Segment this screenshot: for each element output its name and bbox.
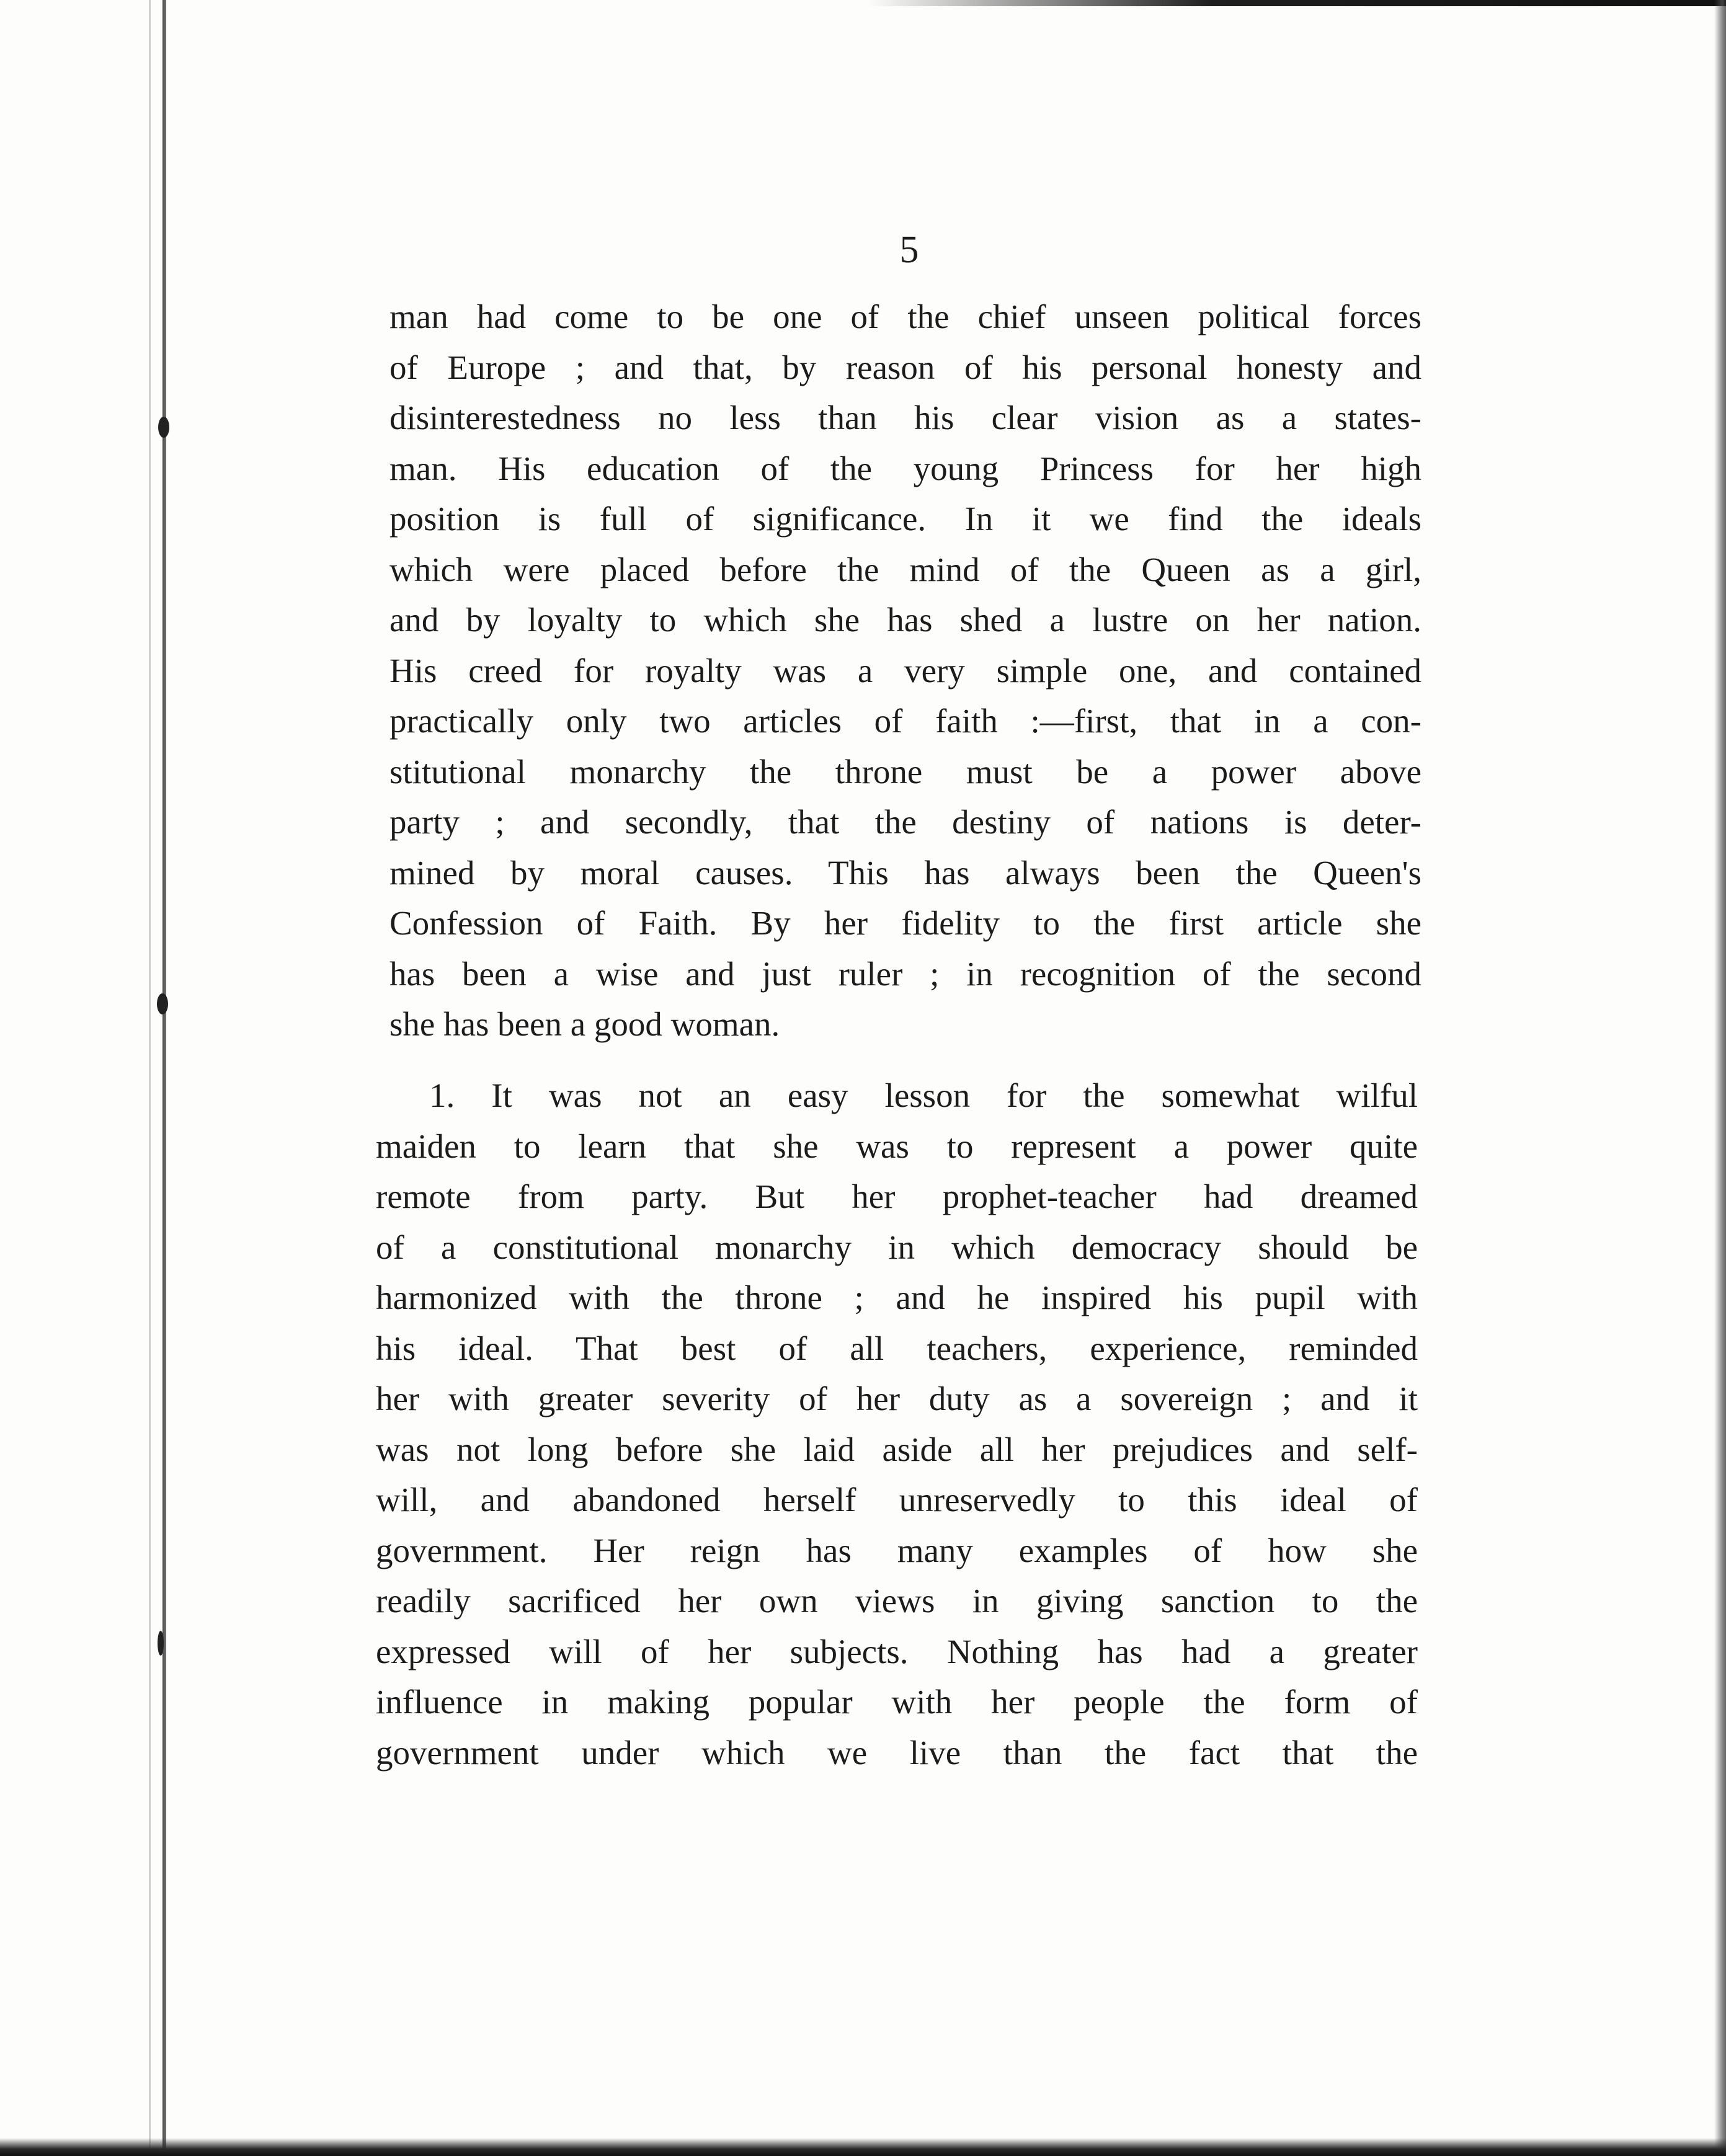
text-line: position is full of significance. In it we find the ideals [389,500,1421,538]
text-line: mined by moral causes. This has always been the Queen's [389,853,1421,892]
text-line: which were placed before the mind of the Queen as a girl, [389,550,1421,588]
binding-mark [158,1631,164,1656]
text-line: influence in making popular with her people the form of [376,1683,1418,1721]
text-line: expressed will of her subjects. Nothing has had a greater [376,1632,1418,1670]
page-right-edge [1714,0,1726,2156]
text-line: harmonized with the throne ; and he inspired his pupil with [376,1279,1418,1316]
text-line: has been a wise and just ruler ; in recognition of the second [389,954,1421,993]
text-line: government. Her reign has many examples of how she [376,1531,1418,1569]
text-line: stitutional monarchy the throne must be a power above [389,752,1421,791]
text-line: maiden to learn that she was to represent a power quite [376,1127,1418,1165]
text-line: government under which we live than the fact that the [376,1733,1418,1772]
page-top-edge [868,0,1726,6]
text-line: disinterestedness no less than his clear vision as a states- [389,399,1421,437]
text-line: her with greater severity of her duty as a sovereign ; and it [376,1380,1418,1417]
page-number: 5 [899,229,919,271]
text-line: party ; and secondly, that the destiny of nations is deter- [389,803,1421,841]
binding-shadow [149,0,151,2156]
text-line: Confession of Faith. By her fidelity to the first article she [389,904,1421,942]
text-line: remote from party. But her prophet-teacher had dreamed [376,1178,1418,1215]
text-line: was not long before she laid aside all her prejudices and self- [376,1430,1418,1468]
text-line: man had come to be one of the chief unseen political forces [389,298,1421,335]
paragraph-1 [389,291,1421,1050]
binding-mark [157,993,168,1014]
page-left-edge [162,0,166,2156]
text-line: of a constitutional monarchy in which democracy should be [376,1228,1418,1266]
text-line: of Europe ; and that, by reason of his personal honesty and [389,348,1421,386]
text-line: readily sacrificed her own views in giving sanction to the [376,1582,1418,1620]
text-line: 1. It was not an easy lesson for the somewhat wilful [429,1076,1418,1114]
page-bottom-edge [0,2138,1726,2156]
paragraph-2 [376,1070,1418,1778]
text-line: man. His education of the young Princess for her high [389,449,1421,487]
text-line: and by loyalty to which she has shed a lustre on her nation. [389,601,1421,639]
text-line: his ideal. That best of all teachers, experience, reminded [376,1329,1418,1367]
text-line: practically only two articles of faith :—first, that in a con- [389,702,1421,740]
text-line: His creed for royalty was a very simple one, and contained [389,651,1421,690]
binding-mark [158,417,169,438]
text-line: she has been a good woman. [389,1005,780,1043]
text-line: will, and abandoned herself unreservedly to this ideal of [376,1481,1418,1519]
